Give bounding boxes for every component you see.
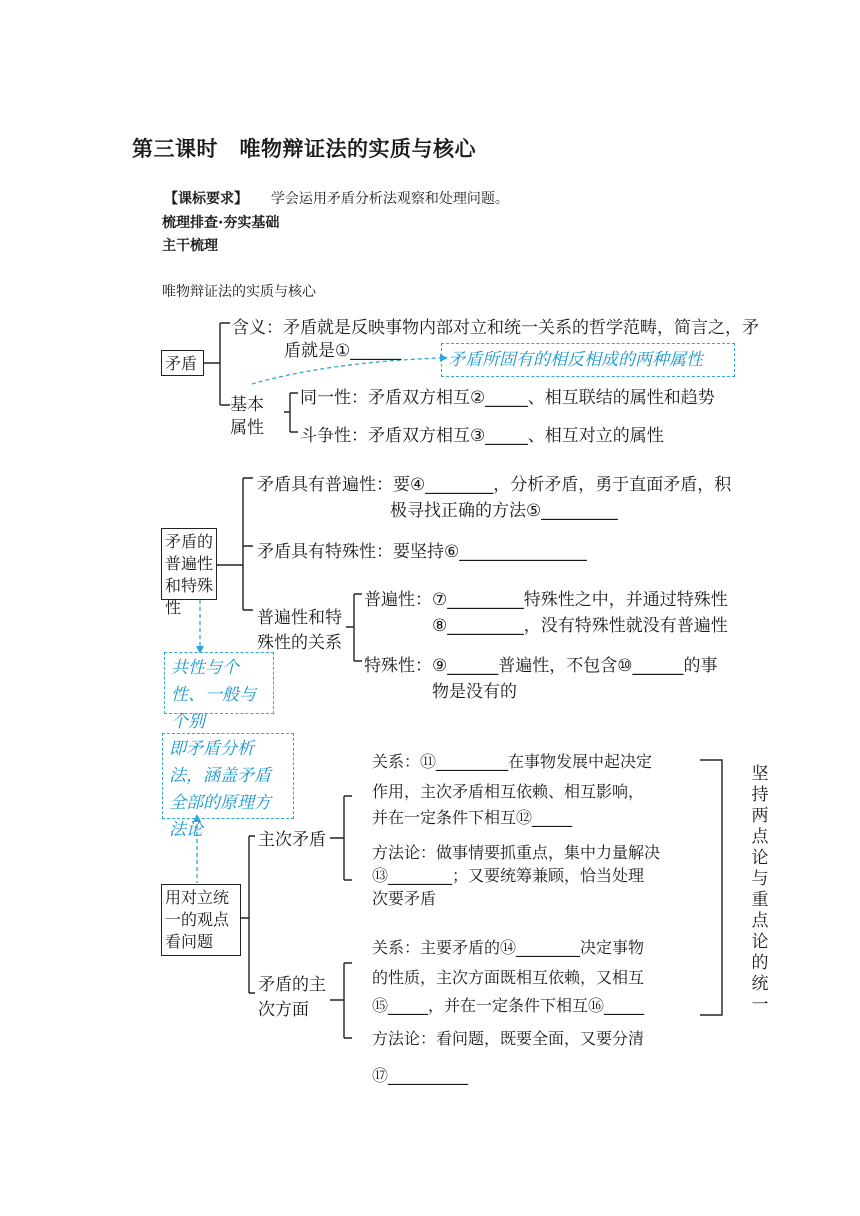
handwritten-note-generality: 共性与个性、一般与个别 xyxy=(164,652,274,714)
ms-relation-line-1: 关系：⑪_________在事物发展中起决定 xyxy=(372,752,653,771)
universality-particularity-box: 矛盾的普遍性和特殊性 xyxy=(161,528,217,600)
subsection-heading: 主干梳理 xyxy=(162,238,218,254)
universal-relation-line-1: 普遍性：⑦_________特殊性之中，并通过特殊性 xyxy=(364,590,728,610)
requirement xyxy=(164,188,509,208)
unity-of-opposites-box: 用对立统一的观点看问题 xyxy=(161,884,241,956)
handwritten-note-analysis-method: 即矛盾分析法，涵盖矛盾全部的原理方法论 xyxy=(162,733,294,819)
map-title: 唯物辩证法的实质与核心 xyxy=(162,284,316,300)
universal-relation-line-2: ⑧_________，没有特殊性就没有普遍性 xyxy=(432,616,728,636)
as-relation-line-3: ⑮_____，并在一定条件下相互⑯_____ xyxy=(372,996,645,1015)
page-title: 第三课时 唯物辩证法的实质与核心 xyxy=(132,137,476,161)
universality-line-2: 极寻找正确的方法⑤_________ xyxy=(390,501,618,521)
section-heading: 梳理排查·夯实基础 xyxy=(162,215,280,231)
basic-attribute-label-2: 属性 xyxy=(230,418,264,438)
handwritten-note-two-attributes: 矛盾所固有的相反相成的两种属性 xyxy=(441,343,735,377)
meaning-line-1: 含义：矛盾就是反映事物内部对立和统一关系的哲学范畴，简言之，矛 xyxy=(232,318,759,338)
particular-relation-line-1: 特殊性：⑨______普遍性，不包含⑩______的事 xyxy=(364,656,718,676)
requirement-label: 【课标要求】 xyxy=(164,191,248,207)
universality-line-1: 矛盾具有普遍性：要④________，分析矛盾，勇于直面矛盾，积 xyxy=(257,475,732,495)
ms-relation-line-2: 作用，主次矛盾相互依赖、相互影响， xyxy=(372,782,645,801)
particular-relation-line-2: 物是没有的 xyxy=(432,682,517,702)
aspect-label-1: 矛盾的主 xyxy=(258,975,326,995)
two-point-key-point-unity-vertical: 坚持两点论与重点论的统一 xyxy=(751,764,769,1015)
identity-line: 同一性：矛盾双方相互②_____、相互联结的属性和趋势 xyxy=(300,388,715,408)
ms-method-line-3: 次要矛盾 xyxy=(372,889,437,908)
struggle-line: 斗争性：矛盾双方相互③_____、相互对立的属性 xyxy=(300,426,664,446)
as-relation-line-2: 的性质，主次方面既相互依赖，又相互 xyxy=(372,968,645,987)
meaning-line-2: 盾就是①______ xyxy=(284,341,402,361)
ms-relation-line-3: 并在一定条件下相互⑫_____ xyxy=(372,808,573,827)
relation-label-1: 普遍性和特 xyxy=(257,608,342,628)
relation-label-2: 殊性的关系 xyxy=(257,633,342,653)
basic-attribute-label-1: 基本 xyxy=(230,395,264,415)
as-relation-line-1: 关系：主要矛盾的⑭________决定事物 xyxy=(372,938,645,957)
particularity-line: 矛盾具有特殊性：要坚持⑥_______________ xyxy=(257,542,587,562)
requirement-text: 学会运用矛盾分析法观察和处理问题。 xyxy=(270,191,509,207)
ms-method-line-2: ⑬________；又要统筹兼顾，恰当处理 xyxy=(372,866,645,885)
ms-method-line-1: 方法论：做事情要抓重点，集中力量解决 xyxy=(372,843,661,862)
main-secondary-contradiction-label: 主次矛盾 xyxy=(258,830,326,850)
as-method-line-2: ⑰__________ xyxy=(372,1066,469,1085)
as-method-line-1: 方法论：看问题，既要全面，又要分清 xyxy=(372,1029,645,1048)
contradiction-box: 矛盾 xyxy=(161,350,204,376)
aspect-label-2: 次方面 xyxy=(258,1000,309,1020)
